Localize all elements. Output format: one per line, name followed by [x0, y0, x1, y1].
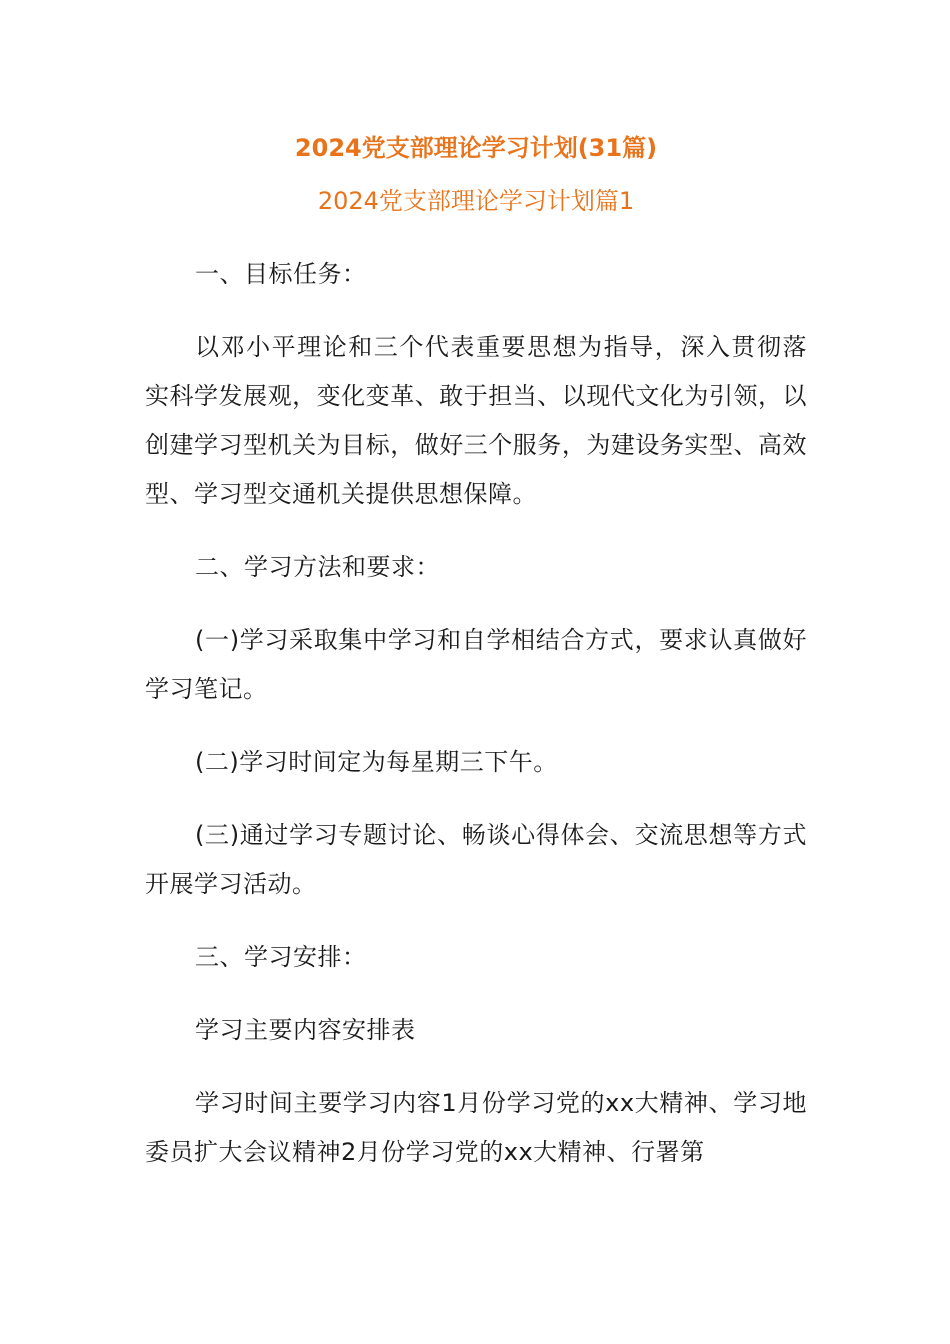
paragraph-schedule: 学习时间主要学习内容1月份学习党的xx大精神、学习地委员扩大会议精神2月份学习党的xx大精神、行署第: [145, 1089, 807, 1166]
paragraph-goal: 以邓小平理论和三个代表重要思想为指导，深入贯彻落实科学发展观，变化变革、敢于担当、以现代文化为引领，以创建学习型机关为目标，做好三个服务，为建设务实型、高效型、学习型交通机关提供思想保障。: [145, 333, 807, 508]
document-page: [145, 128, 807, 1177]
paragraph-method-2: (二)学习时间定为每星期三下午。: [195, 748, 558, 776]
paragraph-method-3: (三)通过学习专题讨论、畅谈心得体会、交流思想等方式开展学习活动。: [145, 821, 807, 898]
document-title: 2024党支部理论学习计划(31篇): [294, 134, 658, 162]
paragraph-method-1: (一)学习采取集中学习和自学相结合方式，要求认真做好学习笔记。: [145, 626, 807, 703]
section-heading-method: 二、学习方法和要求：: [195, 553, 440, 581]
schedule-table-title: 学习主要内容安排表: [195, 1016, 416, 1044]
section-heading-goal: 一、目标任务：: [195, 260, 367, 288]
section-heading-schedule: 三、学习安排：: [195, 943, 367, 971]
document-subtitle: 2024党支部理论学习计划篇1: [317, 187, 635, 215]
